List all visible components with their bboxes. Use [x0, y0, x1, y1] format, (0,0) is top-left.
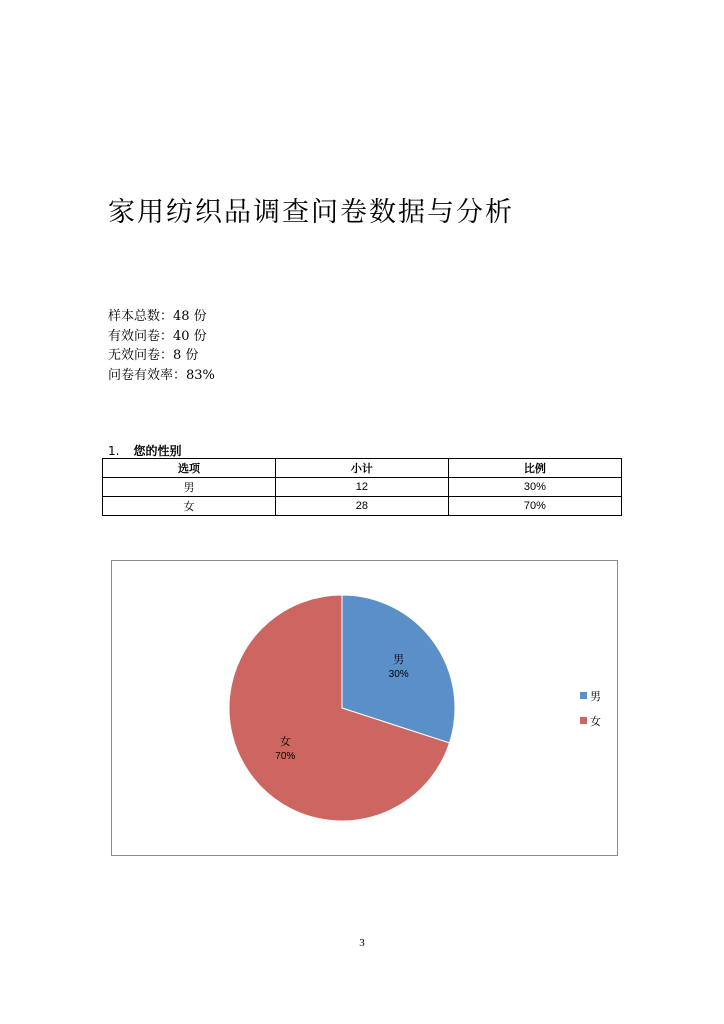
pie-label-category: 女: [279, 735, 291, 749]
pie-chart-svg: [112, 561, 617, 855]
stat-valid-rate: 问卷有效率：83%: [108, 367, 215, 383]
legend-label: 女: [590, 715, 601, 728]
table-cell-option: 男: [103, 478, 276, 497]
table-row: [103, 478, 622, 497]
legend-swatch: [580, 717, 587, 724]
stat-invalid-questionnaires: 无效问卷：8 份: [108, 348, 199, 363]
table-header-row: [103, 459, 622, 478]
pie-label-percent: 30%: [388, 668, 409, 680]
document-title: 家用纺织品调查问卷数据与分析: [108, 197, 514, 228]
gender-pie-chart: [111, 560, 618, 856]
table-cell-option: 女: [103, 497, 276, 516]
gender-table: [102, 458, 622, 516]
table-cell-count: 12: [275, 478, 448, 497]
table-cell-count: 28: [275, 497, 448, 516]
table-cell-ratio: 70%: [448, 497, 621, 516]
legend-label: 男: [590, 690, 601, 703]
stat-total-samples: 样本总数：48 份: [108, 309, 207, 324]
table-header-count: 小计: [275, 459, 448, 478]
stat-valid-questionnaires: 有效问卷：40 份: [108, 328, 207, 344]
question-heading: [108, 442, 181, 459]
pie-label-category: 男: [393, 652, 405, 666]
question-number: 1.: [108, 444, 120, 458]
page-number: 3: [359, 937, 365, 949]
table-header-ratio: 比例: [448, 459, 621, 478]
pie-label-percent: 70%: [275, 751, 296, 763]
legend-swatch: [580, 692, 587, 699]
question-text: 您的性别: [133, 444, 182, 458]
survey-stats: [108, 307, 215, 385]
table-row: [103, 497, 622, 516]
table-cell-ratio: 30%: [448, 478, 621, 497]
table-header-option: 选项: [103, 459, 276, 478]
